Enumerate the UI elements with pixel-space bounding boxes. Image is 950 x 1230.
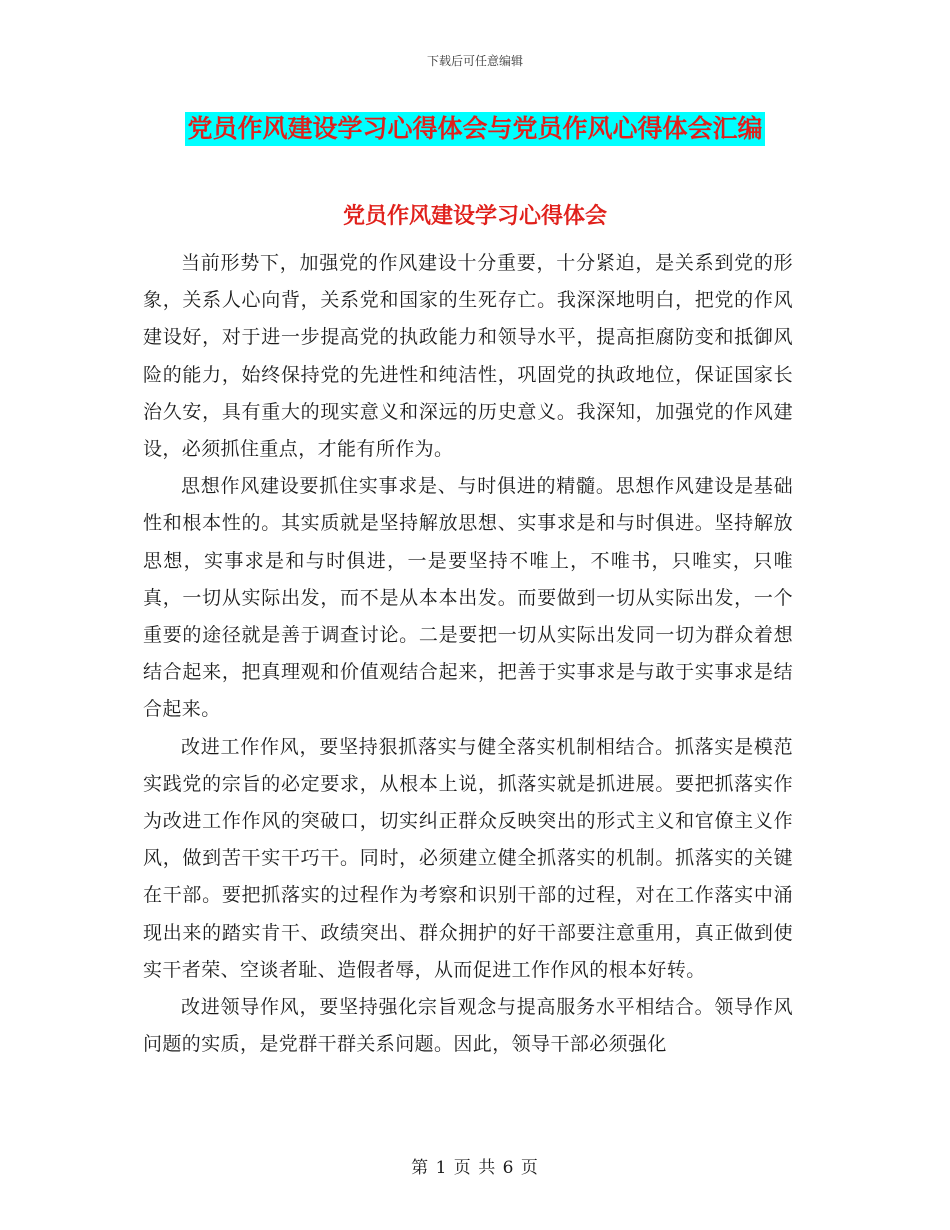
paragraph: 改进工作作风，要坚持狠抓落实与健全落实机制相结合。抓落实是模范实践党的宗旨的必定要求，从根本上说，抓落实就是抓进展。要把抓落实作为改进工作作风的突破口，切实纠正群众反映突出的形式主义和官僚主义作风，做到苦干实干巧干。同时，必须建立健全抓落实的机制。抓落实的关键在干部。要把抓落实的过程作为考察和识别干部的过程，对在工作落实中涌现出来的踏实肯干、政绩突出、群众拥护的好干部要注意重用，真正做到使实干者荣、空谈者耻、造假者辱，从而促进工作作风的根本好转。	[143, 735, 793, 981]
paragraph: 当前形势下，加强党的作风建设十分重要，十分紧迫，是关系到党的形象，关系人心向背，关系党和国家的生死存亡。我深深地明白，把党的作风建设好，对于进一步提高党的执政能力和领导水平，提高拒腐防变和抵御风险的能力，始终保持党的先进性和纯洁性，巩固党的执政地位，保证国家长治久安，具有重大的现实意义和深远的历史意义。我深知，加强党的作风建设，必须抓住重点，才能有所作为。	[143, 252, 793, 461]
document-body	[143, 245, 793, 1063]
paragraph: 思想作风建设要抓住实事求是、与时俱进的精髓。思想作风建设是基础性和根本性的。其实质就是坚持解放思想、实事求是和与时俱进。坚持解放思想，实事求是和与时俱进，一是要坚持不唯上，不唯书，只唯实，只唯真，一切从实际出发，而不是从本本出发。而要做到一切从实际出发，一个重要的途径就是善于调查讨论。二是要把一切从实际出发同一切为群众着想结合起来，把真理观和价值观结合起来，把善于实事求是与敢于实事求是结合起来。	[143, 475, 793, 721]
document-main-title: 党员作风建设学习心得体会与党员作风心得体会汇编	[185, 112, 764, 146]
page-number-footer: 第 1 页 共 6 页	[411, 1158, 539, 1178]
main-title-container	[0, 112, 950, 146]
page-header-note: 下载后可任意编辑	[426, 54, 523, 68]
section-title: 党员作风建设学习心得体会	[342, 203, 607, 229]
paragraph: 改进领导作风，要坚持强化宗旨观念与提高服务水平相结合。领导作风问题的实质，是党群干群关系问题。因此，领导干部必须强化	[143, 996, 793, 1056]
